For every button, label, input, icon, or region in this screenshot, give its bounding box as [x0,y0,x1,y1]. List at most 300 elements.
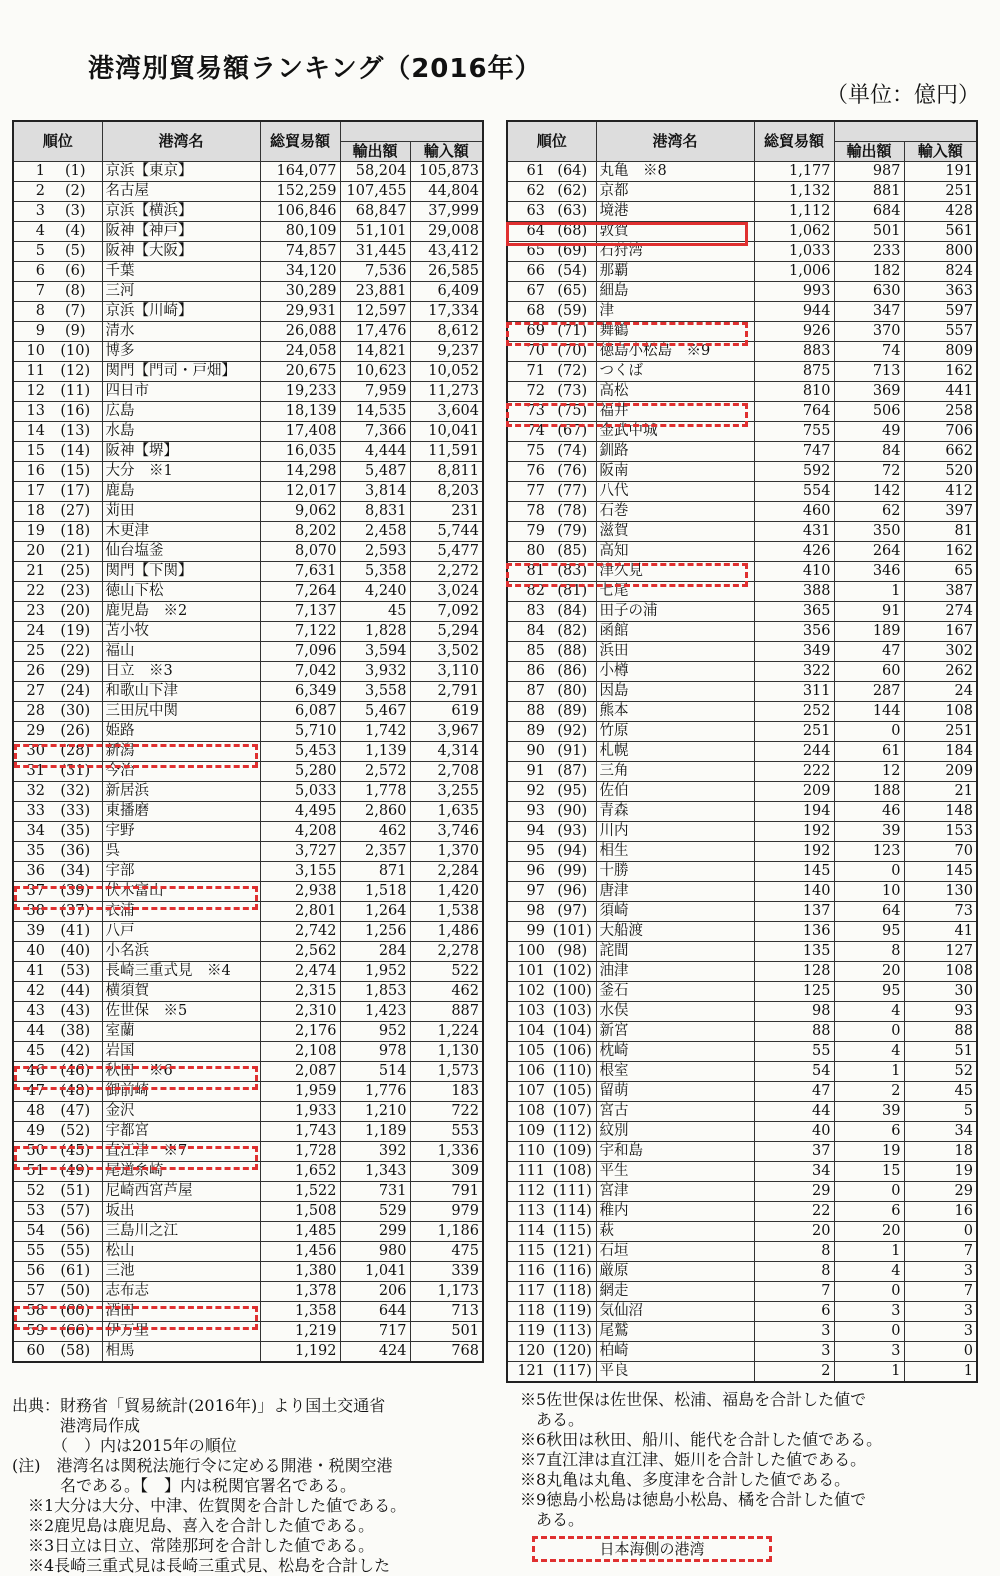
export-cell: 5,487 [340,462,410,482]
prev-rank-cell: (66) [49,1322,102,1342]
export-cell: 1,256 [340,922,410,942]
rank-cell: 117 [507,1282,549,1302]
table-row [507,1222,977,1242]
rank-cell: 40 [13,942,49,962]
highlight-box-akita [14,1066,258,1090]
import-cell: 24 [904,682,977,702]
prev-rank-cell: (5) [49,242,102,262]
total-cell: 8 [754,1242,834,1262]
rank-cell: 93 [507,802,549,822]
port-name-cell: 三角 [596,762,754,782]
port-name-cell: 舞鶴 [596,322,754,342]
prev-rank-cell: (91) [549,742,596,762]
prev-rank-cell: (6) [49,262,102,282]
port-name-cell: 福山 [102,642,260,662]
export-cell: 980 [340,1242,410,1262]
note-line: ※4長崎三重式見は長崎三重式見、松島を合計した [12,1556,391,1575]
table-row [507,1002,977,1022]
export-cell: 95 [834,982,904,1002]
total-cell: 125 [754,982,834,1002]
port-name-cell: 福井 [596,402,754,422]
export-cell: 4 [834,1042,904,1062]
header-export: 輸出額 [340,142,410,162]
prev-rank-cell: (10) [49,342,102,362]
rank-cell: 14 [13,422,49,442]
total-cell: 1,006 [754,262,834,282]
prev-rank-cell: (67) [549,422,596,442]
port-name-cell: 境港 [596,202,754,222]
total-cell: 136 [754,922,834,942]
highlight-box-maizuru [506,322,748,346]
port-name-cell: 平生 [596,1162,754,1182]
import-cell: 5,477 [410,542,483,562]
table-row [507,822,977,842]
table-row [13,1342,483,1363]
table-row [13,1122,483,1142]
prev-rank-cell: (87) [549,762,596,782]
table-row [507,1262,977,1282]
table-row [507,902,977,922]
export-cell: 5,467 [340,702,410,722]
table-row [13,422,483,442]
total-cell: 4,208 [260,822,340,842]
export-cell: 1,742 [340,722,410,742]
rank-cell: 17 [13,482,49,502]
table-row [507,482,977,502]
import-cell: 16 [904,1202,977,1222]
export-cell: 3,814 [340,482,410,502]
rank-cell: 91 [507,762,549,782]
table-row [507,542,977,562]
import-cell: 302 [904,642,977,662]
import-cell: 10,052 [410,362,483,382]
rank-cell: 32 [13,782,49,802]
notes-right [520,1390,990,1530]
port-name-cell: 関門【門司・戸畑】 [102,362,260,382]
rank-cell: 23 [13,602,49,622]
rank-cell: 43 [13,1002,49,1022]
table-row [507,982,977,1002]
export-cell: 14,821 [340,342,410,362]
import-cell: 522 [410,962,483,982]
export-cell: 4 [834,1002,904,1022]
rank-cell: 81 [507,562,549,582]
total-cell: 7,122 [260,622,340,642]
prev-rank-cell: (12) [49,362,102,382]
export-cell: 284 [340,942,410,962]
port-name-cell: 徳島小松島 ※9 [596,342,754,362]
port-name-cell: 和歌山下津 [102,682,260,702]
import-cell: 127 [904,942,977,962]
port-name-cell: 松山 [102,1242,260,1262]
port-name-cell: 詫間 [596,942,754,962]
rank-cell: 46 [13,1062,49,1082]
total-cell: 7,137 [260,602,340,622]
import-cell: 45 [904,1082,977,1102]
table-row [13,1102,483,1122]
table-row [507,1022,977,1042]
import-cell: 3,604 [410,402,483,422]
total-cell: 388 [754,582,834,602]
port-name-cell: 岩国 [102,1042,260,1062]
export-cell: 1,776 [340,1082,410,1102]
import-cell: 43,412 [410,242,483,262]
table-row [13,302,483,322]
rank-cell: 42 [13,982,49,1002]
total-cell: 410 [754,562,834,582]
import-cell: 81 [904,522,977,542]
port-name-cell: 伏木富山 [102,882,260,902]
total-cell: 1,933 [260,1102,340,1122]
total-cell: 192 [754,842,834,862]
rank-cell: 37 [13,882,49,902]
port-name-cell: 滋賀 [596,522,754,542]
prev-rank-cell: (53) [49,962,102,982]
import-cell: 18 [904,1142,977,1162]
prev-rank-cell: (78) [549,502,596,522]
import-cell: 791 [410,1182,483,1202]
port-name-cell: 丸亀 ※8 [596,162,754,182]
import-cell: 0 [904,1222,977,1242]
rank-cell: 56 [13,1262,49,1282]
header-import: 輸入額 [904,142,977,162]
import-cell: 1,370 [410,842,483,862]
export-cell: 142 [834,482,904,502]
import-cell: 1,186 [410,1222,483,1242]
export-cell: 3,594 [340,642,410,662]
export-cell: 189 [834,622,904,642]
total-cell: 16,035 [260,442,340,462]
table-row [507,162,977,182]
rank-cell: 53 [13,1202,49,1222]
export-cell: 350 [834,522,904,542]
total-cell: 875 [754,362,834,382]
table-row [507,602,977,622]
port-name-cell: 衣浦 [102,902,260,922]
export-cell: 20 [834,962,904,982]
export-cell: 424 [340,1342,410,1363]
table-row [507,522,977,542]
import-cell: 73 [904,902,977,922]
import-cell: 619 [410,702,483,722]
table-row [507,1282,977,1302]
total-cell: 592 [754,462,834,482]
prev-rank-cell: (17) [49,482,102,502]
port-name-cell: 大分 ※1 [102,462,260,482]
total-cell: 1,062 [754,222,834,242]
total-cell: 3 [754,1322,834,1342]
port-name-cell: 油津 [596,962,754,982]
note-line: ※7直江津は直江津、姫川を合計した値である。 [520,1450,867,1469]
total-cell: 6,349 [260,682,340,702]
import-cell: 10,041 [410,422,483,442]
export-cell: 1,041 [340,1262,410,1282]
port-name-cell: つくば [596,362,754,382]
rank-cell: 71 [507,362,549,382]
import-cell: 70 [904,842,977,862]
import-cell: 1,336 [410,1142,483,1162]
prev-rank-cell: (47) [49,1102,102,1122]
prev-rank-cell: (81) [549,582,596,602]
table-row [507,382,977,402]
export-cell: 6 [834,1122,904,1142]
prev-rank-cell: (20) [49,602,102,622]
total-cell: 98 [754,1002,834,1022]
export-cell: 462 [340,822,410,842]
export-cell: 392 [340,1142,410,1162]
port-name-cell: 平良 [596,1362,754,1383]
import-cell: 183 [410,1082,483,1102]
prev-rank-cell: (3) [49,202,102,222]
export-cell: 3,558 [340,682,410,702]
import-cell: 8,811 [410,462,483,482]
total-cell: 135 [754,942,834,962]
rank-cell: 96 [507,862,549,882]
rank-cell: 88 [507,702,549,722]
rank-cell: 1 [13,162,49,182]
export-cell: 1,778 [340,782,410,802]
rank-cell: 50 [13,1142,49,1162]
prev-rank-cell: (111) [549,1182,596,1202]
export-cell: 684 [834,202,904,222]
table-row [507,1102,977,1122]
port-name-cell: 十勝 [596,862,754,882]
rank-cell: 30 [13,742,49,762]
total-cell: 1,728 [260,1142,340,1162]
total-cell: 365 [754,602,834,622]
port-name-cell: 高松 [596,382,754,402]
table-row [13,702,483,722]
port-name-cell: 四日市 [102,382,260,402]
import-cell: 209 [904,762,977,782]
import-cell: 26,585 [410,262,483,282]
table-row [507,362,977,382]
prev-rank-cell: (38) [49,1022,102,1042]
rank-cell: 77 [507,482,549,502]
export-cell: 91 [834,602,904,622]
export-cell: 2,357 [340,842,410,862]
table-row [13,1182,483,1202]
total-cell: 1,219 [260,1322,340,1342]
prev-rank-cell: (118) [549,1282,596,1302]
rank-cell: 104 [507,1022,549,1042]
table-row [13,482,483,502]
import-cell: 11,591 [410,442,483,462]
total-cell: 1,522 [260,1182,340,1202]
table-row [507,1162,977,1182]
rank-cell: 90 [507,742,549,762]
prev-rank-cell: (64) [549,162,596,182]
prev-rank-cell: (18) [49,522,102,542]
import-cell: 231 [410,502,483,522]
prev-rank-cell: (31) [49,762,102,782]
rank-cell: 44 [13,1022,49,1042]
import-cell: 108 [904,962,977,982]
rank-cell: 20 [13,542,49,562]
table-row [507,722,977,742]
rank-cell: 4 [13,222,49,242]
rank-cell: 80 [507,542,549,562]
prev-rank-cell: (112) [549,1122,596,1142]
prev-rank-cell: (110) [549,1062,596,1082]
table-row [13,1042,483,1062]
port-name-cell: 志布志 [102,1282,260,1302]
total-cell: 431 [754,522,834,542]
rank-cell: 73 [507,402,549,422]
prev-rank-cell: (21) [49,542,102,562]
prev-rank-cell: (13) [49,422,102,442]
total-cell: 1,380 [260,1262,340,1282]
port-name-cell: 博多 [102,342,260,362]
export-cell: 346 [834,562,904,582]
table-row [13,1002,483,1022]
prev-rank-cell: (59) [549,302,596,322]
export-cell: 74 [834,342,904,362]
prev-rank-cell: (62) [549,182,596,202]
export-cell: 7,959 [340,382,410,402]
rank-cell: 101 [507,962,549,982]
prev-rank-cell: (109) [549,1142,596,1162]
table-row [13,602,483,622]
rank-cell: 99 [507,922,549,942]
total-cell: 2 [754,1362,834,1383]
table-row [507,942,977,962]
import-cell: 553 [410,1122,483,1142]
total-cell: 1,358 [260,1302,340,1322]
rank-cell: 113 [507,1202,549,1222]
export-cell: 5,358 [340,562,410,582]
total-cell: 30,289 [260,282,340,302]
import-cell: 722 [410,1102,483,1122]
note-line: ※9徳島小松島は徳島小松島、橘を合計した値で [520,1490,867,1509]
prev-rank-cell: (15) [49,462,102,482]
port-name-cell: 水島 [102,422,260,442]
import-cell: 2,284 [410,862,483,882]
prev-rank-cell: (48) [49,1082,102,1102]
export-cell: 1,828 [340,622,410,642]
rank-cell: 82 [507,582,549,602]
table-row [507,462,977,482]
export-cell: 952 [340,1022,410,1042]
prev-rank-cell: (37) [49,902,102,922]
port-name-cell: 新潟 [102,742,260,762]
export-cell: 84 [834,442,904,462]
table-row [13,182,483,202]
total-cell: 5,033 [260,782,340,802]
rank-cell: 107 [507,1082,549,1102]
port-name-cell: 日立 ※3 [102,662,260,682]
prev-rank-cell: (50) [49,1282,102,1302]
prev-rank-cell: (49) [49,1162,102,1182]
import-cell: 412 [904,482,977,502]
prev-rank-cell: (32) [49,782,102,802]
prev-rank-cell: (82) [549,622,596,642]
import-cell: 4,314 [410,742,483,762]
prev-rank-cell: (24) [49,682,102,702]
import-cell: 397 [904,502,977,522]
export-cell: 68,847 [340,202,410,222]
rank-cell: 92 [507,782,549,802]
port-name-cell: 宇都宮 [102,1122,260,1142]
export-cell: 233 [834,242,904,262]
rank-cell: 109 [507,1122,549,1142]
highlight-box-naoetsu [14,1146,258,1170]
prev-rank-cell: (75) [549,402,596,422]
export-cell: 46 [834,802,904,822]
table-row [507,802,977,822]
rank-cell: 19 [13,522,49,542]
table-row [507,682,977,702]
rank-cell: 41 [13,962,49,982]
import-cell: 3,967 [410,722,483,742]
table-row [507,1242,977,1262]
port-name-cell: 関門【下関】 [102,562,260,582]
port-name-cell: 東播磨 [102,802,260,822]
total-cell: 2,562 [260,942,340,962]
table-row [13,842,483,862]
table-row [507,662,977,682]
table-row [13,562,483,582]
import-cell: 145 [904,862,977,882]
prev-rank-cell: (108) [549,1162,596,1182]
ranking-table-left [12,120,484,1363]
table-row [13,522,483,542]
import-cell: 428 [904,202,977,222]
rank-cell: 3 [13,202,49,222]
header-export: 輸出額 [834,142,904,162]
prev-rank-cell: (8) [49,282,102,302]
export-cell: 15 [834,1162,904,1182]
prev-rank-cell: (30) [49,702,102,722]
import-cell: 19 [904,1162,977,1182]
table-row [13,622,483,642]
total-cell: 26,088 [260,322,340,342]
import-cell: 1,420 [410,882,483,902]
table-row [507,1122,977,1142]
import-cell: 191 [904,162,977,182]
prev-rank-cell: (42) [49,1042,102,1062]
total-cell: 755 [754,422,834,442]
total-cell: 19,233 [260,382,340,402]
export-cell: 871 [340,862,410,882]
rank-cell: 45 [13,1042,49,1062]
prev-rank-cell: (41) [49,922,102,942]
export-cell: 8,831 [340,502,410,522]
port-name-cell: 秋田 ※6 [102,1062,260,1082]
import-cell: 309 [410,1162,483,1182]
prev-rank-cell: (86) [549,662,596,682]
import-cell: 29,008 [410,222,483,242]
port-name-cell: 清水 [102,322,260,342]
table-row [13,262,483,282]
port-name-cell: 宮古 [596,1102,754,1122]
import-cell: 768 [410,1342,483,1363]
total-cell: 322 [754,662,834,682]
prev-rank-cell: (90) [549,802,596,822]
note-line: ある。 [520,1410,585,1429]
total-cell: 356 [754,622,834,642]
total-cell: 37 [754,1142,834,1162]
prev-rank-cell: (33) [49,802,102,822]
rank-cell: 94 [507,822,549,842]
table-row [507,622,977,642]
rank-cell: 74 [507,422,549,442]
import-cell: 3 [904,1302,977,1322]
rank-cell: 114 [507,1222,549,1242]
port-name-cell: 紋別 [596,1122,754,1142]
prev-rank-cell: (71) [549,322,596,342]
export-cell: 713 [834,362,904,382]
